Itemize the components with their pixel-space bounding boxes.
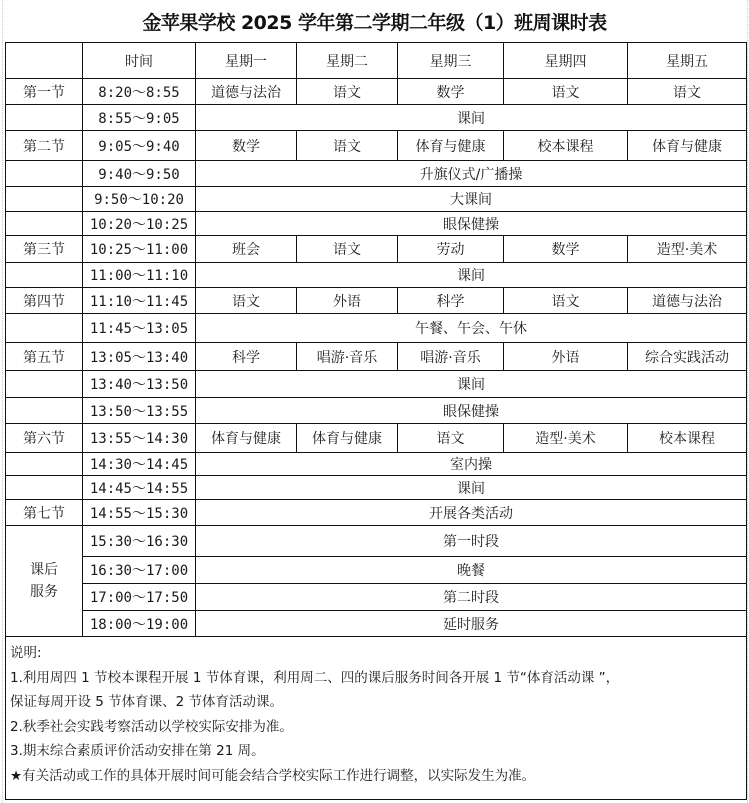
table-row xyxy=(6,105,747,131)
subject-cell: 体育与健康 xyxy=(196,424,297,453)
time-cell: 16:30～17:00 xyxy=(83,557,196,584)
period-label xyxy=(6,187,83,212)
subject-cell: 语文 xyxy=(398,424,504,453)
subject-cell: 外语 xyxy=(504,343,628,371)
header-corner-cell xyxy=(6,43,83,79)
subject-cell: 外语 xyxy=(297,288,398,314)
subject-cell: 劳动 xyxy=(398,236,504,263)
after-school-label-line1: 课后 xyxy=(30,562,58,578)
page-title: 金苹果学校 2025 学年第二学期二年级（1）班周课时表 xyxy=(142,11,607,34)
table-row xyxy=(6,131,747,161)
subject-cell: 唱游·音乐 xyxy=(398,343,504,371)
table-row xyxy=(6,584,747,611)
subject-cell: 道德与法治 xyxy=(196,79,297,105)
subject-cell: 数学 xyxy=(504,236,628,263)
merged-activity-cell: 课间 xyxy=(196,263,747,288)
after-school-label xyxy=(6,526,83,637)
period-label: 第六节 xyxy=(6,424,83,453)
merged-activity-cell: 眼保健操 xyxy=(196,212,747,236)
time-cell: 10:20～10:25 xyxy=(83,212,196,236)
merged-activity-cell: 课间 xyxy=(196,105,747,131)
subject-cell: 体育与健康 xyxy=(297,424,398,453)
page-boundary-left xyxy=(2,0,3,803)
merged-activity-cell: 课间 xyxy=(196,371,747,398)
note-line: 3.期末综合素质评价活动安排在第 21 周。 xyxy=(10,743,265,759)
subject-cell: 语文 xyxy=(297,79,398,105)
period-label xyxy=(6,398,83,424)
table-row xyxy=(6,500,747,526)
period-label: 第五节 xyxy=(6,343,83,371)
time-cell: 14:45～14:55 xyxy=(83,476,196,500)
time-cell: 18:00～19:00 xyxy=(83,611,196,637)
subject-cell: 校本课程 xyxy=(504,131,628,161)
time-cell: 14:30～14:45 xyxy=(83,453,196,476)
note-line: 1.利用周四 1 节校本课程开展 1 节体育课，利用周二、四的课后服务时间各开展 1 节“体育活动课 ”， xyxy=(10,669,620,686)
after-school-label-line2: 服务 xyxy=(30,584,58,600)
merged-activity-cell: 眼保健操 xyxy=(196,398,747,424)
time-cell: 9:40～9:50 xyxy=(83,161,196,187)
merged-activity-cell: 午餐、午会、午休 xyxy=(196,314,747,343)
time-cell: 8:55～9:05 xyxy=(83,105,196,131)
subject-cell: 综合实践活动 xyxy=(628,343,747,371)
period-label xyxy=(6,476,83,500)
subject-cell: 语文 xyxy=(297,236,398,263)
period-label: 第七节 xyxy=(6,500,83,526)
table-row xyxy=(6,398,747,424)
period-label xyxy=(6,263,83,288)
period-label: 第二节 xyxy=(6,131,83,161)
header-day-tue: 星期二 xyxy=(297,43,398,79)
table-row xyxy=(6,611,747,637)
subject-cell: 体育与健康 xyxy=(398,131,504,161)
header-day-thu: 星期四 xyxy=(504,43,628,79)
time-cell: 13:40～13:50 xyxy=(83,371,196,398)
timetable xyxy=(5,42,747,800)
table-row xyxy=(6,557,747,584)
table-row xyxy=(6,424,747,453)
merged-activity-cell: 课间 xyxy=(196,476,747,500)
subject-cell: 语文 xyxy=(196,288,297,314)
period-label xyxy=(6,453,83,476)
time-cell: 13:05～13:40 xyxy=(83,343,196,371)
notes-cell xyxy=(6,637,747,800)
time-cell: 11:00～11:10 xyxy=(83,263,196,288)
table-row xyxy=(6,314,747,343)
time-cell: 8:20～8:55 xyxy=(83,79,196,105)
subject-cell: 语文 xyxy=(504,79,628,105)
subject-cell: 科学 xyxy=(196,343,297,371)
table-row xyxy=(6,343,747,371)
time-cell: 13:50～13:55 xyxy=(83,398,196,424)
subject-cell: 语文 xyxy=(628,79,747,105)
period-label: 第一节 xyxy=(6,79,83,105)
header-day-mon: 星期一 xyxy=(196,43,297,79)
time-cell: 11:45～13:05 xyxy=(83,314,196,343)
subject-cell: 数学 xyxy=(398,79,504,105)
table-row xyxy=(6,161,747,187)
time-cell: 15:30～16:30 xyxy=(83,526,196,557)
time-cell: 13:55～14:30 xyxy=(83,424,196,453)
period-label xyxy=(6,105,83,131)
subject-cell: 校本课程 xyxy=(628,424,747,453)
table-row xyxy=(6,236,747,263)
period-label: 第三节 xyxy=(6,236,83,263)
note-line: 保证每周开设 5 节体育课、2 节体育活动课。 xyxy=(10,694,284,710)
merged-activity-cell: 第一时段 xyxy=(196,526,747,557)
subject-cell: 语文 xyxy=(504,288,628,314)
table-row xyxy=(6,263,747,288)
merged-activity-cell: 大课间 xyxy=(196,187,747,212)
merged-activity-cell: 延时服务 xyxy=(196,611,747,637)
table-row xyxy=(6,79,747,105)
table-row xyxy=(6,288,747,314)
merged-activity-cell: 室内操 xyxy=(196,453,747,476)
subject-cell: 道德与法治 xyxy=(628,288,747,314)
note-line: 2.秋季社会实践考察活动以学校实际安排为准。 xyxy=(10,718,293,735)
subject-cell: 班会 xyxy=(196,236,297,263)
subject-cell: 数学 xyxy=(196,131,297,161)
table-row xyxy=(6,212,747,236)
time-cell: 10:25～11:00 xyxy=(83,236,196,263)
period-label xyxy=(6,371,83,398)
period-label: 第四节 xyxy=(6,288,83,314)
merged-activity-cell: 开展各类活动 xyxy=(196,500,747,526)
subject-cell: 造型·美术 xyxy=(628,236,747,263)
period-label xyxy=(6,314,83,343)
merged-activity-cell: 晚餐 xyxy=(196,557,747,584)
table-row xyxy=(6,476,747,500)
merged-activity-cell: 第二时段 xyxy=(196,584,747,611)
period-label xyxy=(6,161,83,187)
merged-activity-cell: 升旗仪式/广播操 xyxy=(196,161,747,187)
header-day-fri: 星期五 xyxy=(628,43,747,79)
note-line: ★有关活动或工作的具体开展时间可能会结合学校实际工作进行调整，以实际发生为准。 xyxy=(10,767,536,784)
subject-cell: 科学 xyxy=(398,288,504,314)
notes-row xyxy=(6,637,747,800)
time-cell: 17:00～17:50 xyxy=(83,584,196,611)
subject-cell: 造型·美术 xyxy=(504,424,628,453)
time-cell: 9:05～9:40 xyxy=(83,131,196,161)
table-row xyxy=(6,526,747,557)
time-cell: 9:50～10:20 xyxy=(83,187,196,212)
time-cell: 11:10～11:45 xyxy=(83,288,196,314)
table-row xyxy=(6,371,747,398)
time-cell: 14:55～15:30 xyxy=(83,500,196,526)
table-row xyxy=(6,453,747,476)
subject-cell: 语文 xyxy=(297,131,398,161)
page-boundary-right xyxy=(747,0,748,803)
table-row xyxy=(6,187,747,212)
header-row xyxy=(6,43,747,79)
period-label xyxy=(6,212,83,236)
subject-cell: 唱游·音乐 xyxy=(297,343,398,371)
notes-heading: 说明: xyxy=(10,645,42,661)
header-day-wed: 星期三 xyxy=(398,43,504,79)
header-time: 时间 xyxy=(83,43,196,79)
subject-cell: 体育与健康 xyxy=(628,131,747,161)
